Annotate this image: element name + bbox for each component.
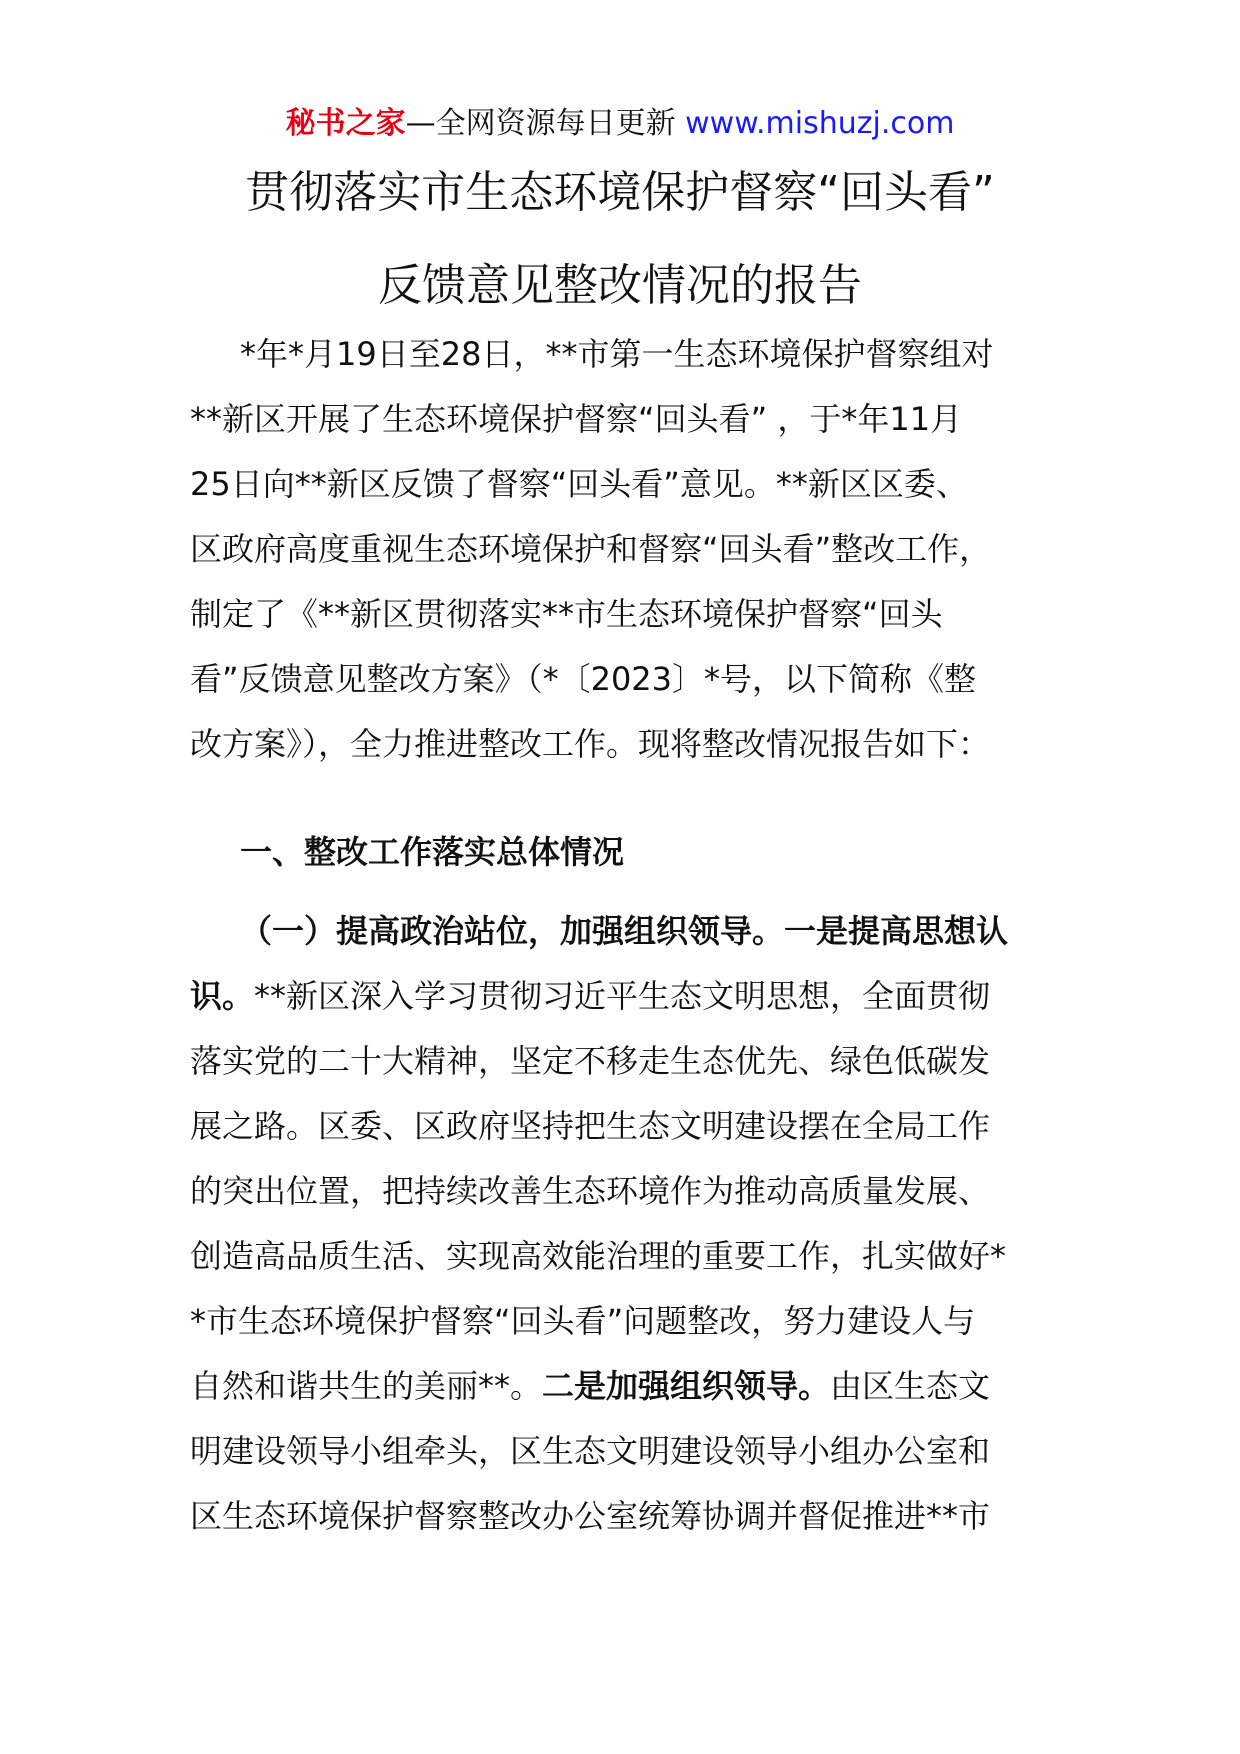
- paragraph-line: [190, 1354, 1070, 1419]
- intro-line: 改方案》），全力推进整改工作。现将整改情况报告如下：: [190, 725, 991, 763]
- intro-line: 制定了《**新区贯彻落实**市生态环境保护督察“回头: [190, 595, 943, 633]
- site-url-link[interactable]: www.mishuzj.com: [685, 106, 955, 141]
- intro-paragraph: [190, 322, 1070, 777]
- paragraph-line: 创造高品质生活、实现高效能治理的重要工作，扎实做好*: [190, 1237, 1007, 1275]
- paragraph-line: 落实党的二十大精神，坚定不移走生态优先、绿色低碳发: [190, 1042, 991, 1080]
- subsection-heading-line: （一）提高政治站位，加强组织领导。一是提高思想认: [240, 912, 1009, 950]
- paragraph-line: 的突出位置，把持续改善生态环境作为推动高质量发展、: [190, 1172, 991, 1210]
- brand-name: 秘书之家: [285, 106, 406, 141]
- header-tagline: —全网资源每日更新: [405, 106, 686, 141]
- paragraph-line: [190, 964, 1070, 1029]
- section-heading-text: 一、整改工作落实总体情况: [240, 833, 625, 871]
- paragraph-line: 区生态环境保护督察整改办公室统筹协调并督促推进**市: [190, 1497, 991, 1535]
- bold-run: 二是加强组织领导。: [542, 1367, 831, 1405]
- intro-line: 25日向**新区反馈了督察“回头看”意见。**新区区委、: [190, 465, 968, 503]
- bold-run: 识。: [190, 977, 255, 1015]
- site-header: [0, 104, 1240, 144]
- paragraph-line: 明建设领导小组牵头，区生态文明建设领导小组办公室和: [190, 1432, 991, 1470]
- text-run: 由区生态文: [830, 1367, 991, 1405]
- text-run: **新区深入学习贯彻习近平生态文明思想，全面贯彻: [254, 977, 991, 1015]
- document-title-line-1: 贯彻落实市生态环境保护督察“回头看”: [245, 167, 995, 218]
- paragraph-line: 展之路。区委、区政府坚持把生态文明建设摆在全局工作: [190, 1107, 991, 1145]
- paragraph-line: *市生态环境保护督察“回头看”问题整改，努力建设人与: [190, 1302, 976, 1340]
- intro-line: 区政府高度重视生态环境保护和督察“回头看”整改工作，: [190, 530, 992, 568]
- subsection-paragraph-1: [190, 899, 1070, 1549]
- text-run: 自然和谐共生的美丽**。: [190, 1367, 543, 1405]
- document-title-line-2: 反馈意见整改情况的报告: [378, 260, 862, 311]
- section-heading-1: [190, 820, 1070, 885]
- intro-line: 看”反馈意见整改方案》（*〔2023〕*号，以下简称《整: [190, 660, 977, 698]
- intro-line: *年*月19日至28日，**市第一生态环境保护督察组对: [240, 335, 994, 373]
- intro-line: **新区开展了生态环境保护督察“回头看” ，于*年11月: [190, 400, 963, 438]
